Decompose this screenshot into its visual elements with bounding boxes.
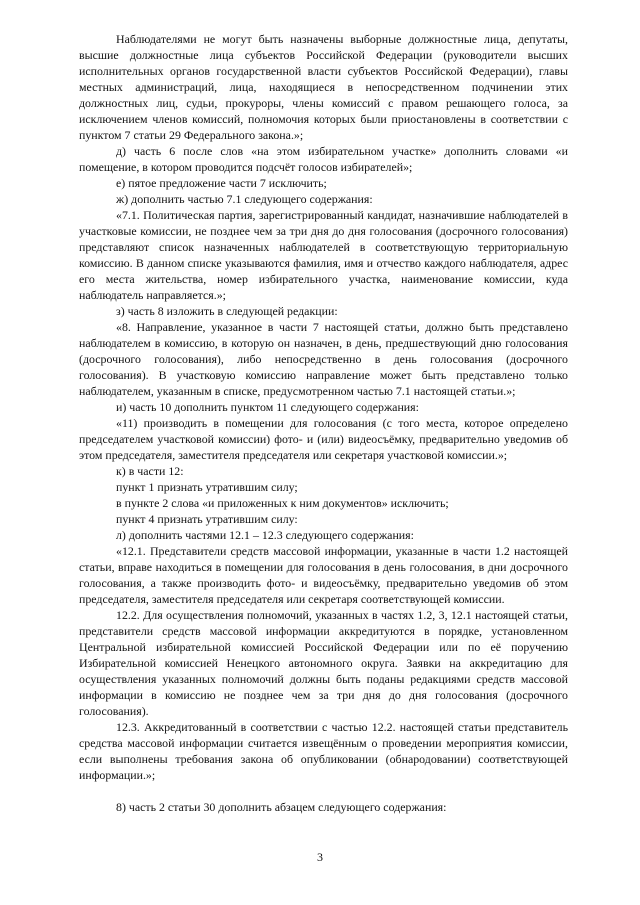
paragraph-part-7-1: «7.1. Политическая партия, зарегистрированный кандидат, назначившие наблюдателей в участковые комиссии, не позднее чем за три дня до дня голосования (досрочного голосования) представляют список назначенных наблюдателей в соответствующую территориальную комиссию. В данном списке указываются фамилия, имя и отчество каждого наблюдателя, адрес его места жительства, номер избирательного участка, наименование комиссии, куда наблюдатель направляется.»; — [79, 208, 568, 302]
paragraph-point-2: в пункте 2 слова «и приложенных к ним документов» исключить; — [116, 496, 449, 510]
paragraph-observers-restriction: Наблюдателями не могут быть назначены выборные должностные лица, депутаты, высшие должностные лица субъектов Российской Федерации (руководители высших исполнительных органов государственной власти субъектов Российской Федерации), главы местных администраций, лица, находящиеся в непосредственном подчинении этих должностных лиц, судьи, прокуроры, члены комиссий с правом решающего голоса, за исключением членов комиссий, полномочия которых были приостановлены в соответствии с пунктом 7 статьи 29 Федерального закона.»; — [79, 32, 568, 142]
paragraph-item-l: л) дополнить частями 12.1 – 12.3 следующего содержания: — [116, 528, 414, 542]
paragraph-part-8: «8. Направление, указанное в части 7 настоящей статьи, должно быть представлено наблюдателем в комиссию, в которую он назначен, в день, предшествующий дню голосования (досрочного голосования), либо непосредственно в день голосования (досрочного голосования). В участковую комиссию направление может быть представлено только наблюдателем, указанным в списке, предусмотренном частью 7.1 настоящей статьи.»; — [79, 320, 568, 398]
paragraph-point-11: «11) производить в помещении для голосования (с того места, которое определено председателем участковой комиссии) фото- и (или) видеосъёмку, предварительно уведомив об этом председателя, заместителя председателя или секретаря участковой комиссии.»; — [79, 416, 568, 462]
paragraph-part-12-1: «12.1. Представители средств массовой информации, указанные в части 1.2 настоящей статьи, вправе находиться в помещении для голосования в день голосования, в дни досрочного голосования, а также производить фото- и видеосъёмку, предварительно уведомив об этом председателя, заместителя председателя или секретаря соответствующей комиссии. — [79, 544, 568, 606]
paragraph-item-d: д) часть 6 после слов «на этом избирательном участке» дополнить словами «и помещение, в котором проводится подсчёт голосов избирателей»; — [79, 144, 568, 174]
paragraph-item-8: 8) часть 2 статьи 30 дополнить абзацем следующего содержания: — [116, 800, 447, 814]
paragraph-item-zh: ж) дополнить частью 7.1 следующего содержания: — [116, 192, 373, 206]
paragraph-item-k: к) в части 12: — [116, 464, 184, 478]
paragraph-point-1: пункт 1 признать утратившим силу; — [116, 480, 298, 494]
paragraph-part-12-2: 12.2. Для осуществления полномочий, указанных в частях 1.2, 3, 12.1 настоящей статьи, представители средств массовой информации аккредитуются в порядке, установленном Центральной избирательной комиссией Российской Федерации или по её поручению Избирательной комиссией Ненецкого автономного округа. Заявки на аккредитацию для осуществления указанных полномочий должны быть поданы редакциями средств массовой информации в комиссию не позднее чем за три дня до дня голосования (досрочного голосования). — [79, 608, 568, 718]
paragraph-part-12-3: 12.3. Аккредитованный в соответствии с частью 12.2. настоящей статьи представитель средства массовой информации считается извещённым о проведении мероприятия комиссии, если выполнены требования закона об опубликовании (обнародовании) соответствующей информации.»; — [79, 720, 568, 782]
paragraph-item-e: е) пятое предложение части 7 исключить; — [116, 176, 327, 190]
paragraph-item-z: з) часть 8 изложить в следующей редакции: — [116, 304, 338, 318]
paragraph-point-4: пункт 4 признать утратившим силу: — [116, 512, 298, 526]
paragraph-item-i: и) часть 10 дополнить пунктом 11 следующего содержания: — [116, 400, 419, 414]
document-body — [79, 31, 568, 815]
page-number: 3 — [317, 850, 323, 864]
